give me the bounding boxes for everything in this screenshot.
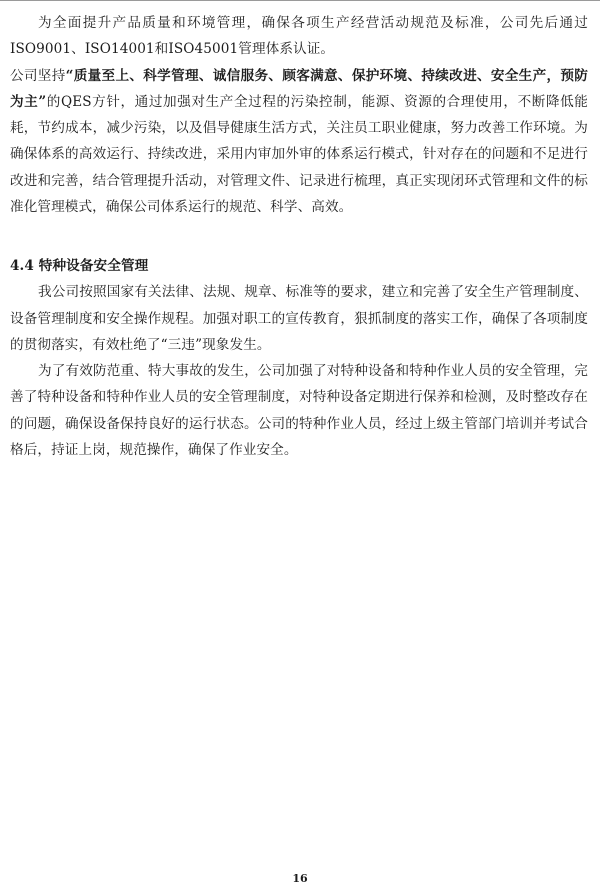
qes-body: 的QES方针，通过加强对生产全过程的污染控制，能源、资源的合理使用，不断降低能耗，节约成本，减少污染，以及倡导健康生活方式，关注员工职业健康，努力改善工作环境。为确保体系的高效运行、持续改进，采用内审加外审的体系运行模式，针对存在的问题和不足进行改进和完善，结合管理提升活动，对管理文件、记录进行梳理，真正实现闭环式管理和文件的标准化管理模式，确保公司体系运行的规范、科学、高效。 — [10, 93, 589, 216]
section-paragraph: 我公司按照国家有关法律、法规、规章、标准等的要求，建立和完善了安全生产管理制度、设备管理制度和安全操作规程。加强对职工的宣传教育，狠抓制度的落实工作，确保了各项制度的贯彻落实，有效杜绝了“三违”现象发生。 — [10, 284, 588, 353]
section-paragraph: 为了有效防范重、特大事故的发生，公司加强了对特种设备和特种作业人员的安全管理，完善了特种设备和特种作业人员的安全管理制度，对特种设备定期进行保养和检测，及时整改存在的问题，确保设备保持良好的运行状态。公司的特种作业人员，经过上级主管部门培训并考试合格后，持证上岗，规范操作，确保了作业安全。 — [10, 363, 588, 459]
qes-prefix: 公司坚持 — [10, 67, 66, 84]
qes-policy-quote: “质量至上、科学管理、诚信服务、顾客满意、保护环境、持续改进、安全生产，预防为主” — [10, 67, 588, 110]
top-text-block — [10, 10, 588, 220]
certification-paragraph: 为全面提升产品质量和环境管理，确保各项生产经营活动规范及标准，公司先后通过ISO9001、ISO14001和ISO45001管理体系认证。 — [10, 15, 588, 58]
page-number: 16 — [292, 872, 308, 885]
section-heading: 4.4 特种设备安全管理 — [10, 258, 149, 274]
section-4-4 — [10, 253, 588, 463]
qes-paragraph — [10, 63, 588, 221]
top-rule — [0, 0, 600, 1]
